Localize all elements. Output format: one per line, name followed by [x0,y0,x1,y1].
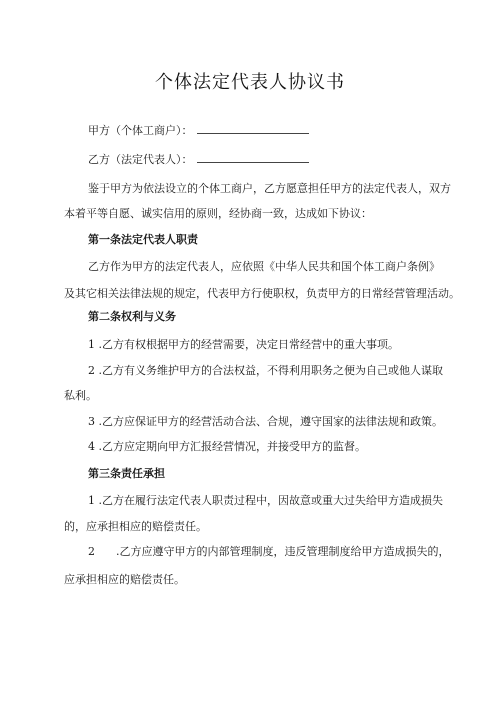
article-3-item-1-line-2: 的，应承担相应的赔偿责任。 [64,520,207,533]
item-text: .乙方有权根据甲方的经营需要，决定日常经营中的重大事项。 [98,338,399,351]
party-b-label: 乙方（法定代表人）： [88,153,193,166]
article-3-heading: 第三条责任承担 [88,467,165,480]
article-3-item-2-line-2: 应承担相应的赔偿责任。 [64,573,185,586]
article-2-item-3 [88,415,443,429]
intro-line-2: 本着平等自愿、诚实信用的原则，经协商一致，达成如下协议： [64,207,372,220]
item-number: 4 [88,440,95,453]
intro-line-1: 鉴于甲方为依法设立的个体工商户，乙方愿意担任甲方的法定代表人，双方 [88,182,451,195]
item-text: .乙方应保证甲方的经营活动合法、合规，遵守国家的法律法规和政策。 [98,415,443,428]
item-number: 3 [88,415,95,428]
article-2-heading: 第二条权利与义务 [88,310,176,323]
item-number: 2 [88,364,95,377]
item-text: .乙方在履行法定代表人职责过程中，因故意或重大过失给甲方造成损失 [98,494,443,507]
article-2-item-4 [88,440,366,454]
item-number: 1 [88,494,95,507]
item-number: 1 [88,338,95,351]
article-1-line-2: 及其它相关法律法规的规定，代表甲方行使职权，负责甲方的日常经营管理活动。 [64,287,460,300]
article-1-heading: 第一条法定代表人职责 [88,233,198,246]
item-text: .乙方应遵守甲方的内部管理制度，违反管理制度给甲方造成损失的， [116,545,450,558]
party-a-line [88,124,309,138]
article-2-item-2-line-1 [88,364,443,378]
article-3-item-2-line-1 [88,545,450,559]
item-text: .乙方有义务维护甲方的合法权益，不得利用职务之便为自己或他人谋取 [98,364,443,377]
article-2-item-1 [88,338,399,352]
party-b-blank[interactable] [197,153,309,163]
party-a-blank[interactable] [197,124,309,134]
item-number: 2 [88,545,95,558]
article-3-item-1-line-1 [88,494,443,508]
document-title: 个体法定代表人协议书 [155,72,345,93]
party-a-label: 甲方（个体工商户）： [88,124,193,137]
article-1-line-1: 乙方作为甲方的法定代表人，应依照《中华人民共和国个体工商户条例》 [88,260,440,273]
party-b-line [88,153,309,167]
item-text: .乙方应定期向甲方汇报经营情况，并接受甲方的监督。 [98,440,366,453]
article-2-item-2-line-2: 私利。 [64,389,97,402]
